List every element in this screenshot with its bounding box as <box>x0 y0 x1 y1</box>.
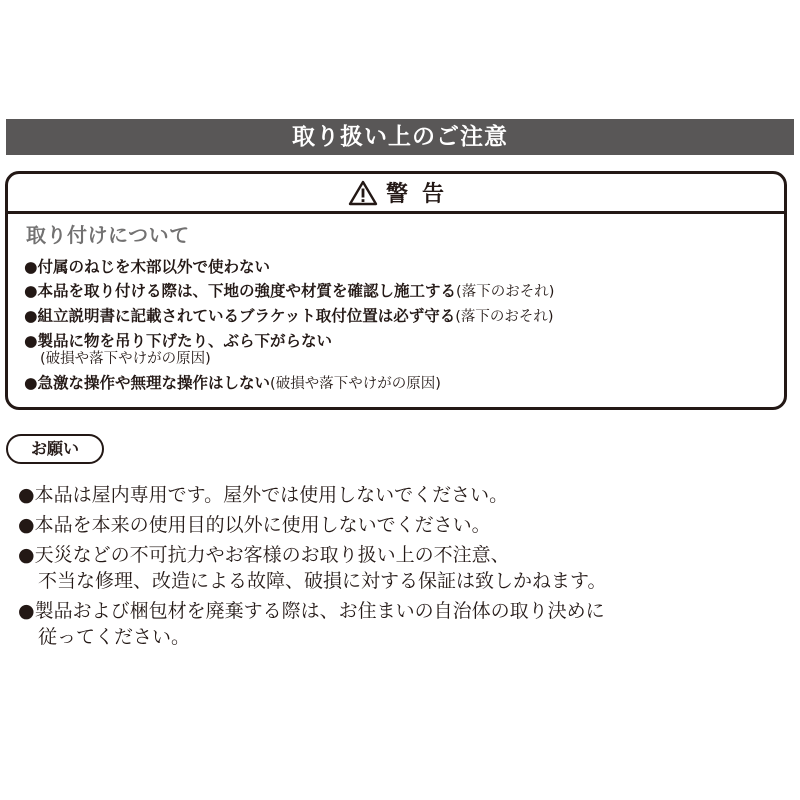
request-item-text-continued: 不当な修理、改造による故障、破損に対する保証は致しかねます。 <box>38 570 607 592</box>
warning-item <box>24 329 554 371</box>
request-item <box>18 480 606 510</box>
request-item <box>18 540 606 596</box>
request-item-text: 天災などの不可抗力やお客様のお取り扱い上の不注意、 <box>34 544 510 566</box>
bullet: ● <box>18 514 35 536</box>
bullet: ● <box>24 258 38 276</box>
warning-item-text: 製品に物を吊り下げたり、ぶら下がらない <box>37 332 333 350</box>
bullet: ● <box>24 374 38 392</box>
bullet: ● <box>24 332 38 350</box>
request-item-text-continued: 従ってください。 <box>38 626 191 648</box>
bullet: ● <box>18 600 35 622</box>
warning-item <box>24 279 554 304</box>
warning-triangle-icon <box>348 180 378 206</box>
bullet: ● <box>18 544 35 566</box>
warning-item <box>24 304 554 329</box>
warning-item-text: 本品を取り付ける際は、下地の強度や材質を確認し施工する <box>37 282 457 300</box>
request-item <box>18 596 606 652</box>
warning-item-note: (破損や落下やけがの原因) <box>270 376 441 392</box>
bullet: ● <box>18 484 35 506</box>
page-title: 取り扱い上のご注意 <box>6 119 794 155</box>
warning-item <box>24 371 554 396</box>
warning-title: 警告 <box>385 182 458 207</box>
request-item-text: 製品および梱包材を廃棄する際は、お住まいの自治体の取り決めに <box>34 600 605 622</box>
warning-item-note: (破損や落下やけがの原因) <box>40 351 211 367</box>
request-list <box>18 480 606 652</box>
warning-item-note: (落下のおそれ) <box>456 284 555 300</box>
request-item-text: 本品を本来の使用目的以外に使用しないでください。 <box>34 514 491 536</box>
warning-list <box>24 255 554 396</box>
warning-item-text: 付属のねじを木部以外で使わない <box>37 258 271 276</box>
warning-subtitle: 取り付けについて <box>26 223 190 247</box>
bullet: ● <box>24 307 38 325</box>
warning-item-text: 急激な操作や無理な操作はしない <box>37 374 271 392</box>
request-item-text: 本品は屋内専用です。屋外では使用しないでください。 <box>34 484 509 506</box>
warning-item <box>24 255 554 279</box>
warning-item-note: (落下のおそれ) <box>455 309 554 325</box>
warning-box <box>5 171 787 410</box>
request-label: お願い <box>6 434 104 464</box>
bullet: ● <box>24 282 38 300</box>
warning-header <box>8 174 784 214</box>
request-item <box>18 510 606 540</box>
warning-item-text: 組立説明書に記載されているブラケット取付位置は必ず守る <box>37 307 456 325</box>
